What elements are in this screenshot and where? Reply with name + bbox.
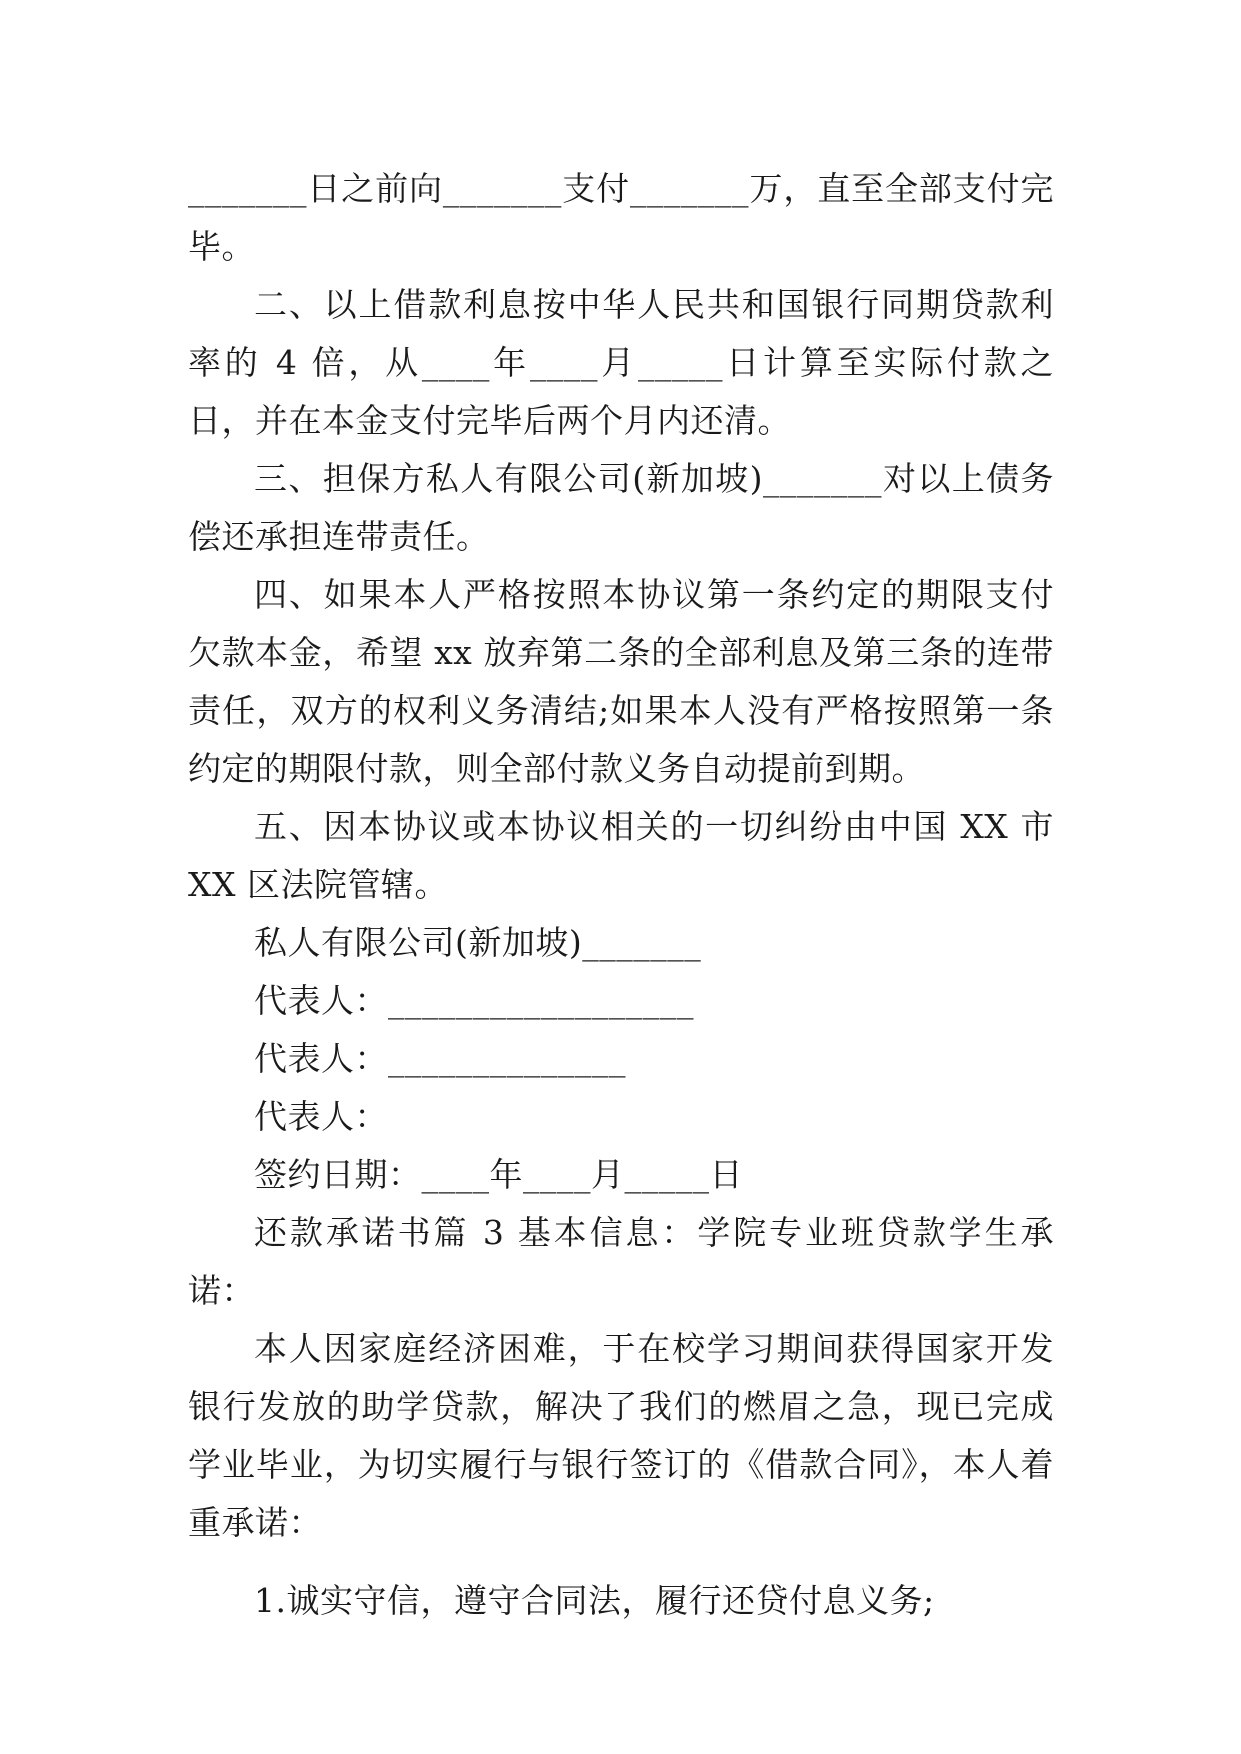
paragraph-clause-two: 二、以上借款利息按中华人民共和国银行同期贷款利率的 4 倍，从____年____月_____日计算至实际付款之日，并在本金支付完毕后两个月内还清。 xyxy=(188,285,1054,440)
commitment-item-1: 1.诚实守信，遵守合同法，履行还贷付息义务; xyxy=(254,1581,935,1620)
signature-company: 私人有限公司(新加坡)_______ xyxy=(254,923,702,962)
signature-representative-2: 代表人：______________ xyxy=(254,1039,626,1078)
document-body xyxy=(188,160,1054,1630)
paragraph-clause-three: 三、担保方私人有限公司(新加坡)_______对以上债务偿还承担连带责任。 xyxy=(188,459,1054,556)
section-three-title: 还款承诺书篇 3 基本信息：学院专业班贷款学生承诺： xyxy=(188,1213,1054,1310)
paragraph-clause-four: 四、如果本人严格按照本协议第一条约定的期限支付欠款本金，希望 xx 放弃第二条的全部利息及第三条的连带责任，双方的权利义务清结;如果本人没有严格按照第一条约定的期限付款，则全部付款义务自动提前到期。 xyxy=(188,575,1054,788)
paragraph-clause-five: 五、因本协议或本协议相关的一切纠纷由中国 XX 市 XX 区法院管辖。 xyxy=(188,807,1054,904)
signature-representative-1: 代表人：__________________ xyxy=(254,981,694,1020)
paragraph-payment-schedule: _______日之前向_______支付_______万，直至全部支付完毕。 xyxy=(188,169,1054,266)
signature-representative-3: 代表人： xyxy=(254,1097,388,1136)
signature-block xyxy=(188,914,1054,1204)
commitment-intro: 本人因家庭经济困难，于在校学习期间获得国家开发银行发放的助学贷款，解决了我们的燃眉之急，现已完成学业毕业，为切实履行与银行签订的《借款合同》，本人着重承诺： xyxy=(188,1329,1054,1542)
signature-date: 签约日期：____年____月_____日 xyxy=(254,1155,743,1194)
